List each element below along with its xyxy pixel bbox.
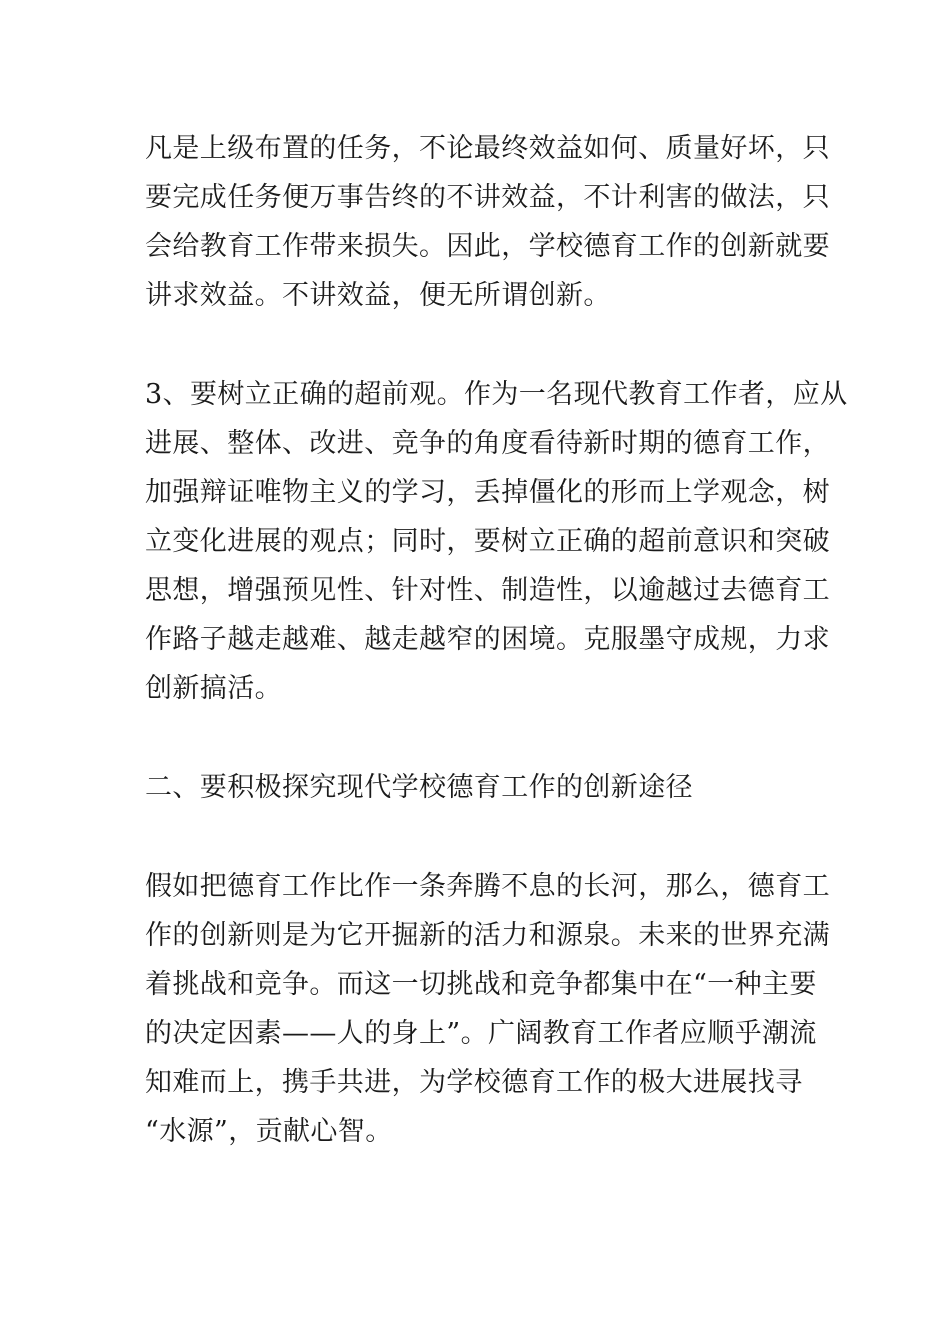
paragraph-effectiveness xyxy=(145,124,830,320)
text-line: 加强辩证唯物主义的学习，丢掉僵化的形而上学观念，树 xyxy=(145,477,830,508)
text-line: 会给教育工作带来损失。因此，学校德育工作的创新就要 xyxy=(145,231,830,262)
document-page xyxy=(145,124,848,1156)
text-line: 3、要树立正确的超前观。作为一名现代教育工作者，应从 xyxy=(145,379,848,410)
text-line: 的决定因素——人的身上”。广阔教育工作者应顺乎潮流 xyxy=(145,1018,817,1049)
text-line: 讲求效益。不讲效益，便无所谓创新。 xyxy=(145,280,611,311)
text-line: 思想，增强预见性、针对性、制造性，以逾越过去德育工 xyxy=(145,575,830,606)
paragraph-spacer xyxy=(145,812,810,862)
text-line: 作路子越走越难、越走越窄的困境。克服墨守成规，力求 xyxy=(145,624,830,655)
text-line: 凡是上级布置的任务，不论最终效益如何、质量好坏，只 xyxy=(145,133,830,164)
text-line: 进展、整体、改进、竞争的角度看待新时期的德育工作， xyxy=(145,428,830,459)
paragraph-forward-view xyxy=(145,370,848,713)
paragraph-innovation-path xyxy=(145,862,830,1156)
text-line: 知难而上，携手共进，为学校德育工作的极大进展找寻 xyxy=(145,1067,803,1098)
text-line: 创新搞活。 xyxy=(145,673,282,704)
section-heading xyxy=(145,763,810,812)
text-line: “水源”，贡献心智。 xyxy=(145,1116,393,1147)
text-line: 要完成任务便万事告终的不讲效益，不计利害的做法，只 xyxy=(145,182,830,213)
text-line: 立变化进展的观点；同时，要树立正确的超前意识和突破 xyxy=(145,526,830,557)
paragraph-spacer xyxy=(145,320,810,370)
text-line: 作的创新则是为它开掘新的活力和源泉。未来的世界充满 xyxy=(145,920,830,951)
text-line: 假如把德育工作比作一条奔腾不息的长河，那么，德育工 xyxy=(145,871,830,902)
heading-line: 二、要积极探究现代学校德育工作的创新途径 xyxy=(145,772,693,803)
paragraph-spacer xyxy=(145,713,810,763)
text-line: 着挑战和竞争。而这一切挑战和竞争都集中在“一种主要 xyxy=(145,969,817,1000)
